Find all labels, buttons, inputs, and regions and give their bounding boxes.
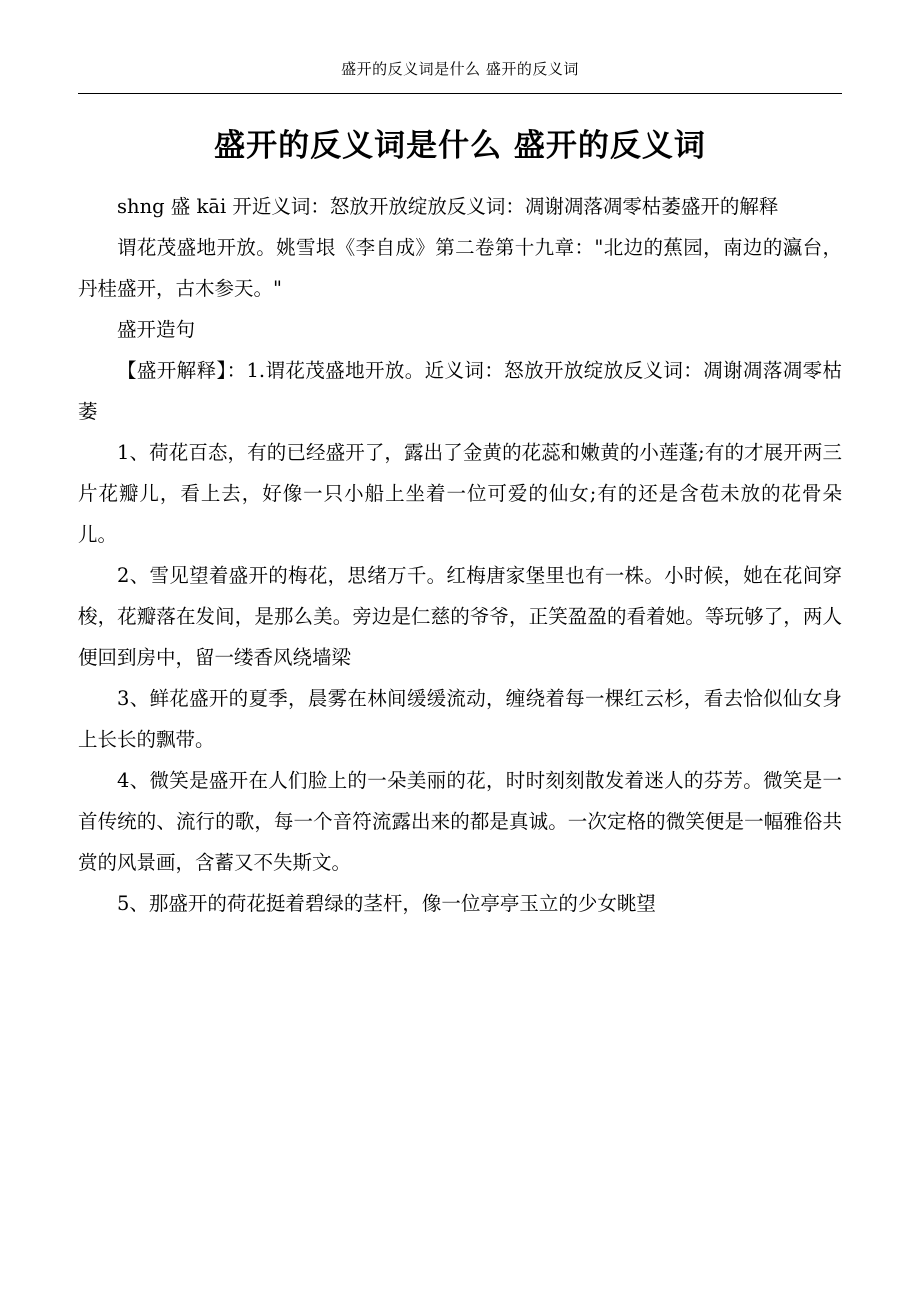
paragraph: 3、鲜花盛开的夏季，晨雾在林间缓缓流动，缠绕着每一棵红云杉，看去恰似仙女身上长长的飘带。 <box>78 686 842 751</box>
paragraph: 5、那盛开的荷花挺着碧绿的茎杆，像一位亭亭玉立的少女眺望 <box>117 891 656 915</box>
document-body <box>78 186 842 924</box>
paragraph: 1、荷花百态，有的已经盛开了，露出了金黄的花蕊和嫩黄的小莲蓬;有的才展开两三片花瓣儿，看上去，好像一只小船上坐着一位可爱的仙女;有的还是含苞未放的花骨朵儿。 <box>78 440 842 546</box>
page-title: 盛开的反义词是什么 盛开的反义词 <box>214 128 706 164</box>
paragraph: 谓花茂盛地开放。姚雪垠《李自成》第二卷第十九章："北边的蕉园，南边的瀛台，丹桂盛开，古木参天。" <box>78 235 842 300</box>
paragraph: shng 盛 kāi 开近义词：怒放开放绽放反义词：凋谢凋落凋零枯萎盛开的解释 <box>117 194 779 218</box>
paragraph: 4、微笑是盛开在人们脸上的一朵美丽的花，时时刻刻散发着迷人的芬芳。微笑是一首传统的、流行的歌，每一个音符流露出来的都是真诚。一次定格的微笑便是一幅雅俗共赏的风景画，含蓄又不失斯文。 <box>78 768 842 874</box>
paragraph: 【盛开解释】：1.谓花茂盛地开放。近义词：怒放开放绽放反义词：凋谢凋落凋零枯萎 <box>78 358 842 423</box>
paragraph: 2、雪见望着盛开的梅花，思绪万千。红梅唐家堡里也有一株。小时候，她在花间穿梭，花瓣落在发间，是那么美。旁边是仁慈的爷爷，正笑盈盈的看着她。等玩够了，两人便回到房中，留一缕香风绕墙梁 <box>78 563 842 669</box>
running-header: 盛开的反义词是什么 盛开的反义词 <box>341 60 579 78</box>
header-divider <box>78 93 842 94</box>
paragraph: 盛开造句 <box>117 317 196 341</box>
